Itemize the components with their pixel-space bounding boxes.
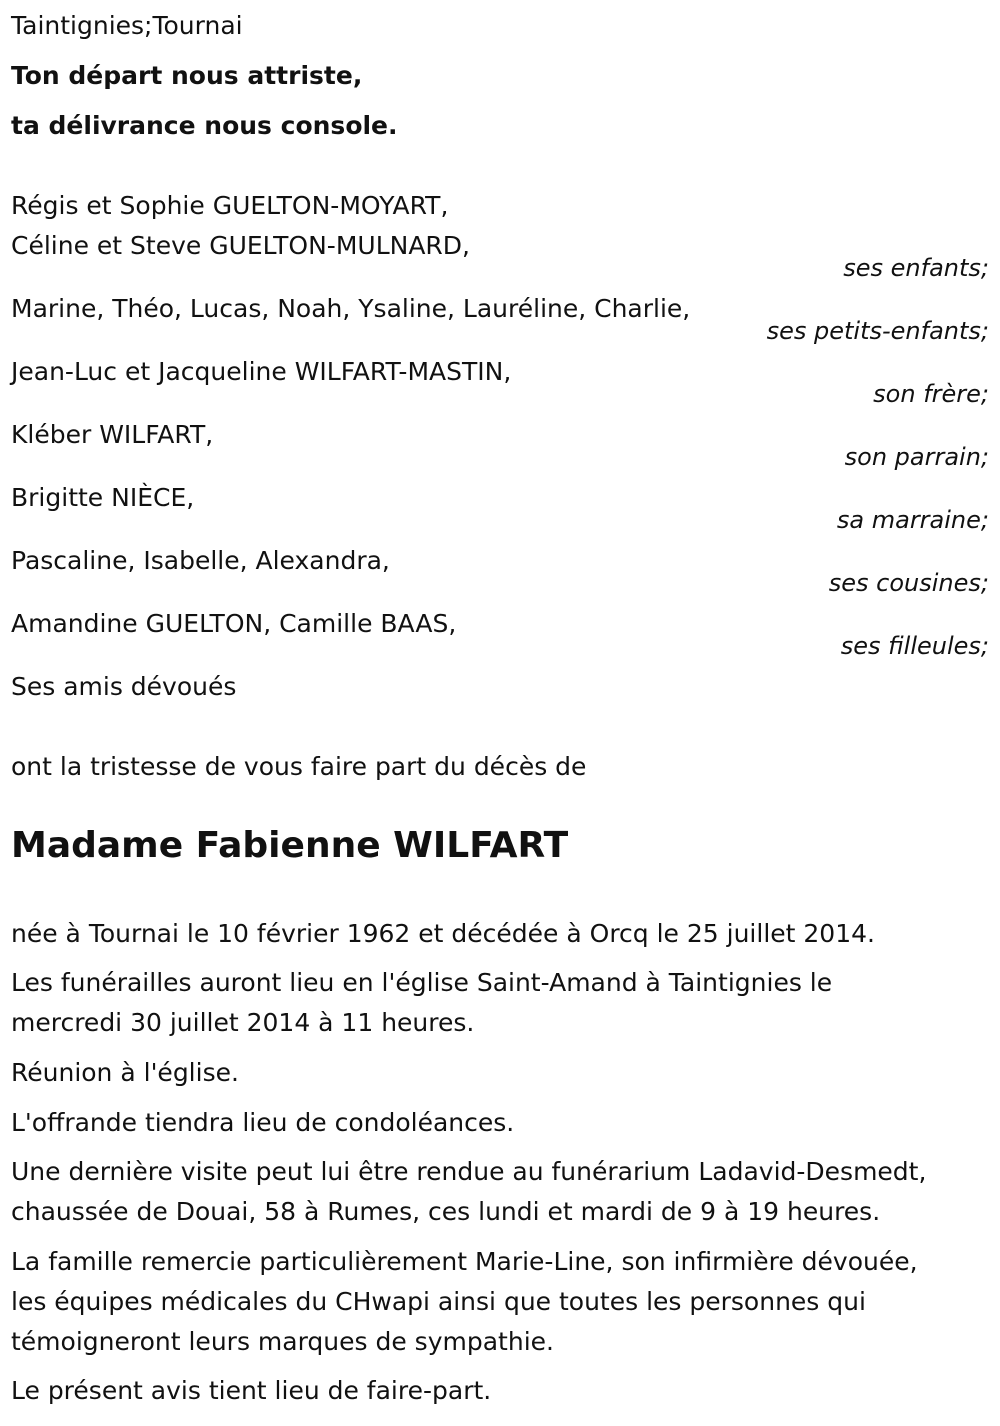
offering-line: L'offrande tiendra lieu de condoléances. <box>11 1108 515 1137</box>
location-line: Taintignies;Tournai <box>11 11 243 40</box>
thanks-line-2: les équipes médicales du CHwapi ainsi que toutes les personnes qui <box>11 1287 866 1316</box>
godfather-line: Kléber WILFART, <box>11 420 214 449</box>
children-role: ses enfants; <box>843 254 989 282</box>
brother-line: Jean-Luc et Jacqueline WILFART-MASTIN, <box>11 357 512 386</box>
grandchildren-line: Marine, Théo, Lucas, Noah, Ysaline, Lauréline, Charlie, <box>11 294 691 323</box>
visit-line-1: Une dernière visite peut lui être rendue au funérarium Ladavid-Desmedt, <box>11 1157 927 1186</box>
notice-line: Le présent avis tient lieu de faire-part. <box>11 1376 492 1405</box>
children-line-1: Régis et Sophie GUELTON-MOYART, <box>11 191 449 220</box>
announcement-line: ont la tristesse de vous faire part du décès de <box>11 752 587 781</box>
goddaughters-line: Amandine GUELTON, Camille BAAS, <box>11 609 457 638</box>
children-line-2: Céline et Steve GUELTON-MULNARD, <box>11 231 470 260</box>
funeral-line-2: mercredi 30 juillet 2014 à 11 heures. <box>11 1008 475 1037</box>
godfather-role: son parrain; <box>844 443 989 471</box>
verse-line-2: ta délivrance nous console. <box>11 111 398 140</box>
goddaughters-role: ses filleules; <box>840 632 989 660</box>
verse-line-1: Ton départ nous attriste, <box>11 61 363 90</box>
cousins-line: Pascaline, Isabelle, Alexandra, <box>11 546 390 575</box>
friends-line: Ses amis dévoués <box>11 672 237 701</box>
godmother-role: sa marraine; <box>836 506 989 534</box>
grandchildren-role: ses petits-enfants; <box>766 317 989 345</box>
brother-role: son frère; <box>873 380 989 408</box>
cousins-role: ses cousines; <box>828 569 989 597</box>
godmother-line: Brigitte NIÈCE, <box>11 483 195 512</box>
thanks-line-3: témoigneront leurs marques de sympathie. <box>11 1327 554 1356</box>
meeting-line: Réunion à l'église. <box>11 1058 239 1087</box>
thanks-line-1: La famille remercie particulièrement Marie-Line, son infirmière dévouée, <box>11 1247 918 1276</box>
visit-line-2: chaussée de Douai, 58 à Rumes, ces lundi et mardi de 9 à 19 heures. <box>11 1197 881 1226</box>
deceased-name: Madame Fabienne WILFART <box>11 825 569 866</box>
birth-death-line: née à Tournai le 10 février 1962 et décédée à Orcq le 25 juillet 2014. <box>11 919 875 948</box>
funeral-line-1: Les funérailles auront lieu en l'église Saint-Amand à Taintignies le <box>11 968 833 997</box>
